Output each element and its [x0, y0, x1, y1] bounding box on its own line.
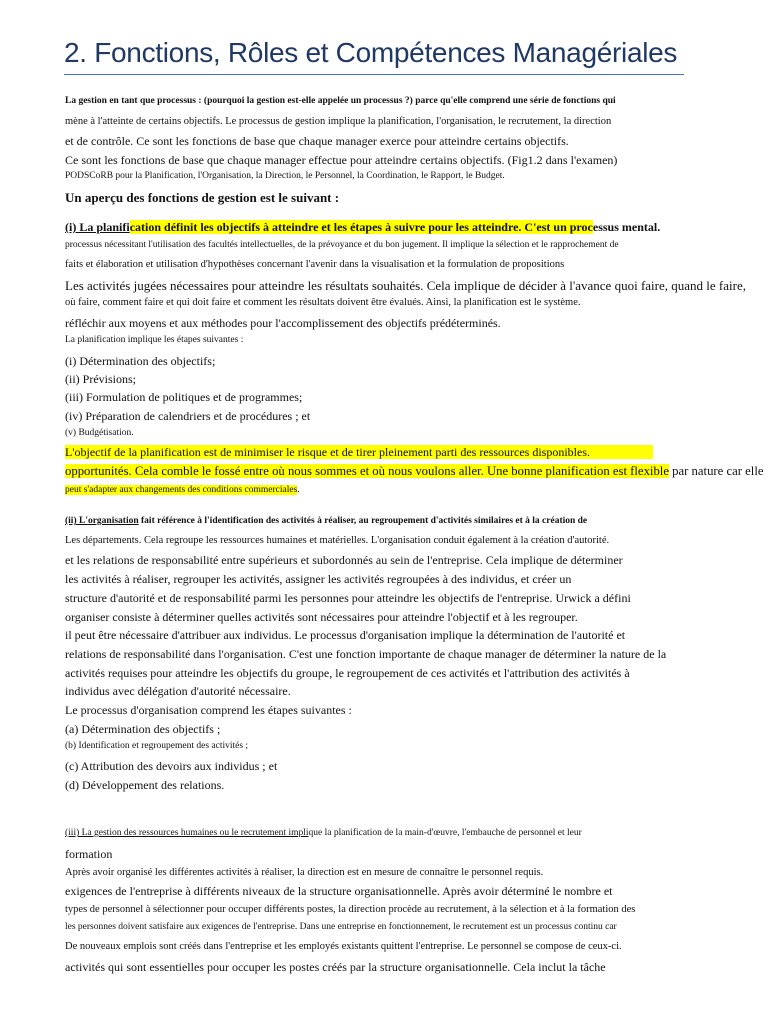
intro-line-5: PODSCoRB pour la Planification, l'Organisation, la Direction, le Personnel, la Coordination, le Rapport, le Budget. [65, 171, 505, 181]
title-underline [64, 74, 684, 75]
organisation-steps-intro: Le processus d'organisation comprend les étapes suivantes : [65, 703, 352, 717]
organisation-heading-part-1: (ii) L'organisation [65, 516, 139, 526]
hr-line-5: De nouveaux emplois sont créés dans l'entreprise et les employés existants quittent l'entreprise. Le personnel se compose de ceux-ci. [65, 941, 622, 952]
planning-objective-line-3 [65, 485, 300, 496]
planning-step-5: (v) Budgétisation. [65, 428, 134, 438]
planning-heading-part-3: essus mental. [592, 220, 661, 234]
hr-heading [65, 828, 582, 839]
organisation-line-6: il peut être nécessaire d'attribuer aux individus. Le processus d'organisation implique la détermination de l'autorité et [65, 628, 626, 642]
planning-objective-line-1: L'objectif de la planification est de minimiser le risque et de tirer pleinement parti des ressources disponibles. [65, 445, 653, 459]
organisation-step-a: (a) Détermination des objectifs ; [65, 722, 221, 736]
intro-line-2: mène à l'atteinte de certains objectifs. Le processus de gestion implique la planification, l'organisation, le recrutement, la direction [65, 116, 612, 127]
planning-line-1: processus nécessitant l'utilisation des facultés intellectuelles, de la prévoyance et du bon jugement. Il implique la sélection et le rapprochement de [65, 240, 619, 250]
planning-objective-line-2-highlight: opportunités. Cela comble le fossé entre où nous sommes et où nous voulons aller. Une bonne planification est flexible [65, 464, 669, 478]
organisation-step-c: (c) Attribution des devoirs aux individus ; et [65, 759, 278, 773]
organisation-line-5: organiser consiste à déterminer quelles activités sont nécessaires pour atteindre l'objectif et à les regrouper. [65, 610, 578, 624]
planning-heading [65, 220, 660, 234]
organisation-line-7: relations de responsabilité dans l'organisation. C'est une fonction importante de chaque manager de déterminer la nature de la [65, 647, 667, 661]
intro-line-1: La gestion en tant que processus : (pourquoi la gestion est-elle appelée un processus ?) parce qu'elle comprend une série de fonctions qui [65, 96, 616, 106]
planning-step-4: (iv) Préparation de calendriers et de procédures ; et [65, 409, 311, 423]
planning-steps-intro: La planification implique les étapes suivantes : [65, 335, 244, 345]
planning-line-3: Les activités jugées nécessaires pour atteindre les résultats souhaités. Cela implique de décider à l'avance quoi faire, quand le faire, [65, 278, 746, 293]
organisation-line-1: Les départements. Cela regroupe les ressources humaines et matérielles. L'organisation conduit également à la création d'autorité. [65, 535, 610, 546]
planning-step-2: (ii) Prévisions; [65, 372, 136, 386]
planning-line-5: réfléchir aux moyens et aux méthodes pour l'accomplissement des objectifs prédéterminés. [65, 316, 501, 330]
organisation-line-3: les activités à réaliser, regrouper les activités, assigner les activités regroupées à des individus, et créer un [65, 572, 572, 586]
planning-heading-part-1: (i) La planifi [65, 220, 130, 234]
planning-objective-line-3-highlight: peut s'adapter aux changements des conditions commerciales [65, 485, 298, 495]
hr-heading-part-1: (iii) La gestion des ressources humaines ou le recrutement impli [65, 828, 309, 838]
hr-line-1: Après avoir organisé les différentes activités à réaliser, la direction est en mesure de connaître le personnel requis. [65, 867, 544, 878]
hr-heading-continuation: formation [65, 847, 113, 861]
organisation-line-4: structure d'autorité et de responsabilité parmi les personnes pour atteindre les objectifs de l'entreprise. Urwick a défini [65, 591, 631, 605]
planning-objective-line-3-rest: . [297, 485, 300, 495]
section-overview-heading: Un aperçu des fonctions de gestion est le suivant : [65, 190, 340, 205]
hr-line-3: types de personnel à sélectionner pour occuper différents postes, la direction procède au recrutement, à la sélection et à la formation des [65, 904, 636, 915]
organisation-heading-part-2: fait référence à l'identification des activités à réaliser, au regroupement d'activités similaires et à la création de [138, 516, 588, 526]
planning-heading-part-2: cation définit les objectifs à atteindre et les étapes à suivre pour les atteindre. C'est un proc [129, 220, 593, 234]
organisation-step-b: (b) Identification et regroupement des activités ; [65, 741, 249, 751]
planning-line-2: faits et élaboration et utilisation d'hypothèses concernant l'avenir dans la visualisation et la formulation de propositions [65, 259, 565, 270]
organisation-line-2: et les relations de responsabilité entre supérieurs et subordonnés au sein de l'entreprise. Cela implique de déterminer [65, 553, 623, 567]
planning-step-1: (i) Détermination des objectifs; [65, 354, 216, 368]
hr-line-6: activités qui sont essentielles pour occuper les postes créés par la structure organisationnelle. Cela inclut la tâche [65, 960, 606, 974]
planning-objective-line-2 [65, 464, 764, 479]
planning-line-4: où faire, comment faire et qui doit faire et comment les résultats doivent être évalués. Ainsi, la planification est le système. [65, 297, 581, 308]
hr-line-2: exigences de l'entreprise à différents niveaux de la structure organisationnelle. Après avoir déterminé le nombre et [65, 884, 613, 898]
planning-step-3: (iii) Formulation de politiques et de programmes; [65, 390, 303, 404]
intro-line-3: et de contrôle. Ce sont les fonctions de base que chaque manager exerce pour atteindre certains objectifs. [65, 134, 569, 148]
organisation-heading [65, 516, 587, 527]
planning-objective-line-2-rest: par nature car elle [668, 464, 764, 478]
hr-line-4: les personnes doivent satisfaire aux exigences de l'entreprise. Dans une entreprise en fonctionnement, le recrutement est un processus continu car [65, 922, 617, 932]
intro-line-4: Ce sont les fonctions de base que chaque manager effectue pour atteindre certains objectifs. (Fig1.2 dans l'examen) [65, 153, 618, 167]
organisation-step-d: (d) Développement des relations. [65, 778, 225, 792]
organisation-line-8: activités requises pour atteindre les objectifs du groupe, le regroupement de ces activités et l'attribution des activités à [65, 666, 630, 680]
page-title: 2. Fonctions, Rôles et Compétences Managériales [64, 37, 678, 68]
organisation-line-9: individus avec délégation d'autorité nécessaire. [65, 684, 291, 698]
hr-heading-part-2: que la planification de la main-d'œuvre, l'embauche de personnel et leur [308, 828, 582, 838]
